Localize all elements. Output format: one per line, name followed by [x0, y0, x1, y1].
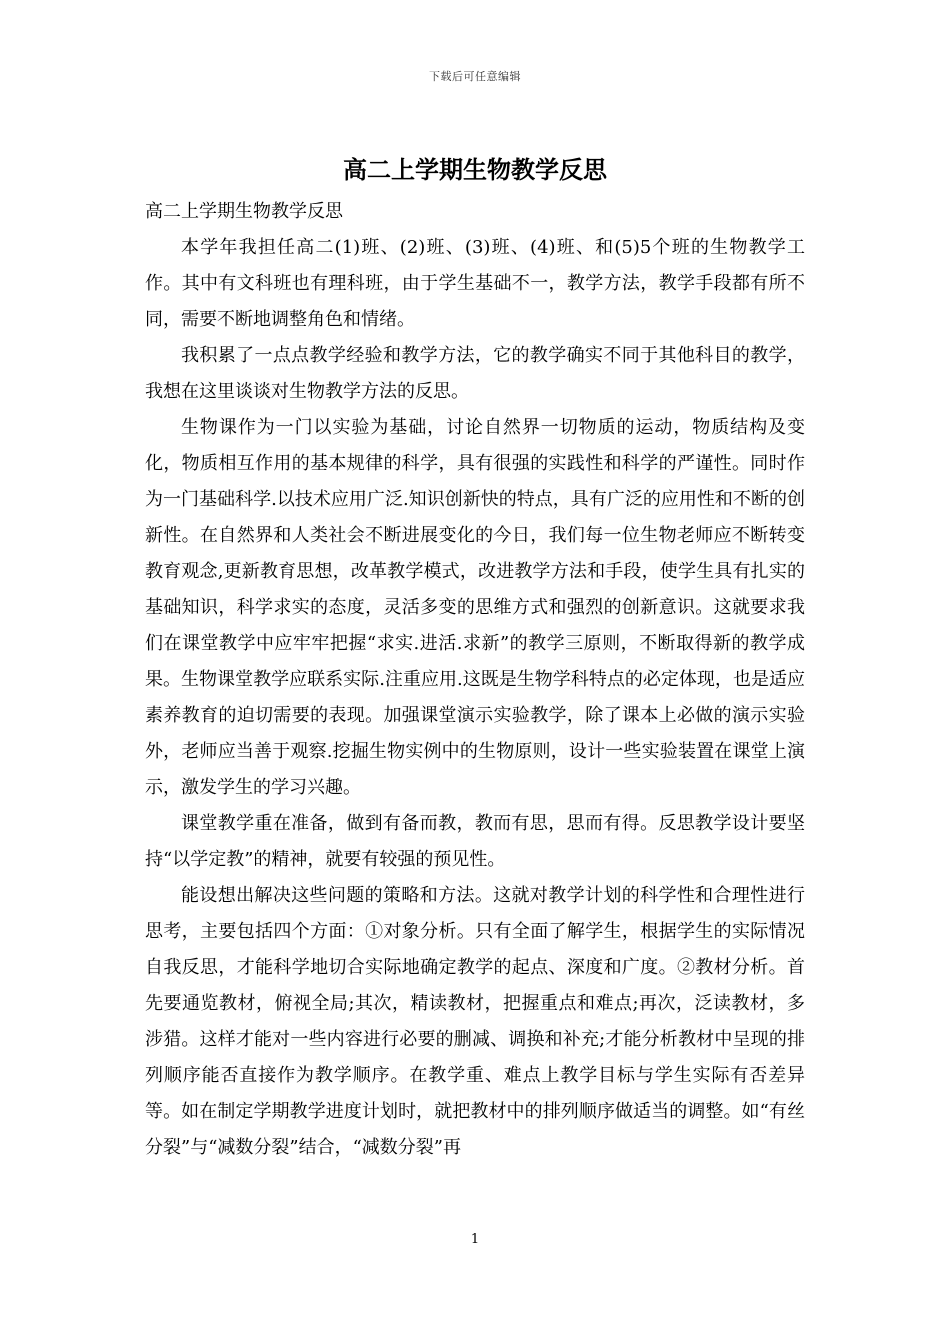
paragraph: 课堂教学重在准备，做到有备而教，教而有思，思而有得。反思教学设计要坚持“以学定教”的精神，就要有较强的预见性。: [145, 813, 805, 870]
page-number: 1: [470, 1232, 480, 1247]
paragraph: 生物课作为一门以实验为基础，讨论自然界一切物质的运动，物质结构及变化，物质相互作用的基本规律的科学，具有很强的实践性和科学的严谨性。同时作为一门基础科学.以技术应用广泛.知识创新快的特点，具有广泛的应用性和不断的创新性。在自然界和人类社会不断进展变化的今日，我们每一位生物老师应不断转变教育观念,更新教育思想，改革教学模式，改进教学方法和手段，使学生具有扎实的基础知识，科学求实的态度，灵活多变的思维方式和强烈的创新意识。这就要求我们在课堂教学中应牢牢把握“求实.进活.求新”的教学三原则，不断取得新的教学成果。生物课堂教学应联系实际.注重应用.这既是生物学科特点的必定体现，也是适应素养教育的迫切需要的表现。加强课堂演示实验教学，除了课本上必做的演示实验外，老师应当善于观察.挖掘生物实例中的生物原则，设计一些实验装置在课堂上演示，激发学生的学习兴趣。: [145, 417, 805, 798]
paragraph: 能设想出解决这些问题的策略和方法。这就对教学计划的科学性和合理性进行思考，主要包括四个方面：①对象分析。只有全面了解学生，根据学生的实际情况自我反思，才能科学地切合实际地确定教学的起点、深度和广度。②教材分析。首先要通览教材，俯视全局;其次，精读教材，把握重点和难点;再次，泛读教材，多涉猎。这样才能对一些内容进行必要的删减、调换和补充;才能分析教材中呈现的排列顺序能否直接作为教学顺序。在教学重、难点上教学目标与学生实际有否差异等。如在制定学期教学进度计划时，就把教材中的排列顺序做适当的调整。如“有丝分裂”与“减数分裂”结合，“减数分裂”再: [145, 885, 805, 1158]
paragraph: 本学年我担任高二(1)班、(2)班、(3)班、(4)班、和(5)5个班的生物教学工作。其中有文科班也有理科班，由于学生基础不一，教学方法，教学手段都有所不同，需要不断地调整角色和情绪。: [145, 237, 805, 330]
document-title: 高二上学期生物教学反思: [343, 155, 607, 184]
header-note: 下载后可任意编辑: [429, 70, 521, 83]
document-body: [145, 194, 805, 1166]
document-subtitle: 高二上学期生物教学反思: [145, 201, 343, 222]
paragraph: 我积累了一点点教学经验和教学方法，它的教学确实不同于其他科目的教学，我想在这里谈谈对生物教学方法的反思。: [145, 345, 805, 402]
